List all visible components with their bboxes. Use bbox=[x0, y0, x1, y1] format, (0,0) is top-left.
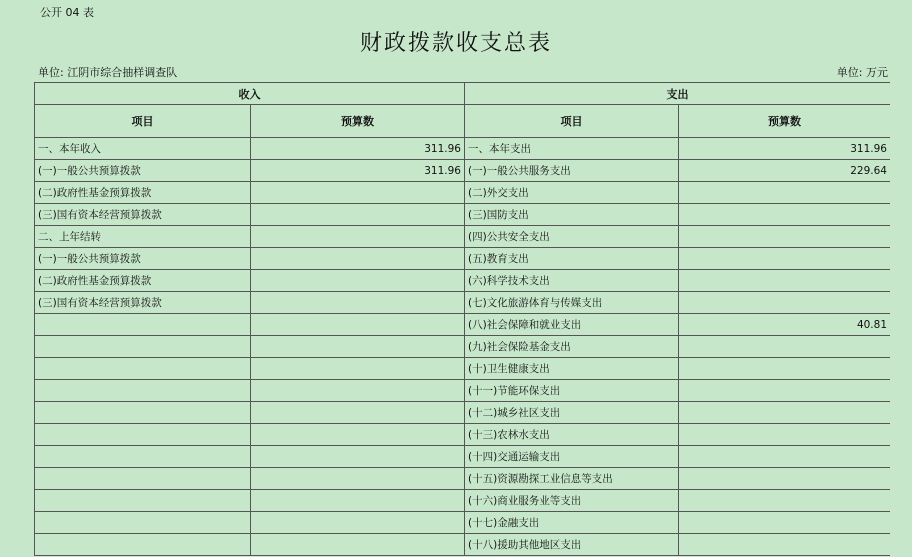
income-item-cell: (二)政府性基金预算拨款 bbox=[35, 182, 251, 204]
expense-item-cell: (十五)资源勘探工业信息等支出 bbox=[465, 468, 679, 490]
expense-value-cell bbox=[679, 336, 891, 358]
expense-value-cell: 229.64 bbox=[679, 160, 891, 182]
income-item-cell bbox=[35, 424, 251, 446]
income-value-cell bbox=[251, 380, 465, 402]
table-row bbox=[35, 380, 891, 402]
income-value-cell bbox=[251, 534, 465, 556]
table-row bbox=[35, 446, 891, 468]
expense-item-cell: (二)外交支出 bbox=[465, 182, 679, 204]
expense-value-cell bbox=[679, 534, 891, 556]
budget-table-container bbox=[34, 82, 890, 557]
table-row bbox=[35, 160, 891, 182]
income-header: 收入 bbox=[35, 83, 465, 105]
expense-value-cell bbox=[679, 490, 891, 512]
expense-item-cell: (六)科学技术支出 bbox=[465, 270, 679, 292]
income-item-cell bbox=[35, 490, 251, 512]
income-value-cell bbox=[251, 336, 465, 358]
income-value-cell: 311.96 bbox=[251, 138, 465, 160]
income-item-cell: (三)国有资本经营预算拨款 bbox=[35, 204, 251, 226]
expense-value-cell bbox=[679, 226, 891, 248]
expense-item-cell: (十)卫生健康支出 bbox=[465, 358, 679, 380]
income-item-cell: (一)一般公共预算拨款 bbox=[35, 160, 251, 182]
expense-value-cell bbox=[679, 468, 891, 490]
income-item-cell: 一、本年收入 bbox=[35, 138, 251, 160]
expense-value-cell bbox=[679, 380, 891, 402]
table-row bbox=[35, 490, 891, 512]
expense-item-cell: (四)公共安全支出 bbox=[465, 226, 679, 248]
unit-currency: 单位: 万元 bbox=[836, 66, 888, 79]
income-item-cell: (一)一般公共预算拨款 bbox=[35, 248, 251, 270]
income-value-cell bbox=[251, 204, 465, 226]
expense-item-cell: (十四)交通运输支出 bbox=[465, 446, 679, 468]
income-item-cell bbox=[35, 446, 251, 468]
income-value-cell bbox=[251, 270, 465, 292]
table-row bbox=[35, 138, 891, 160]
budget-table bbox=[34, 82, 890, 556]
expense-header: 支出 bbox=[465, 83, 891, 105]
expense-value-cell bbox=[679, 270, 891, 292]
income-value-cell bbox=[251, 490, 465, 512]
income-item-cell bbox=[35, 534, 251, 556]
page-title: 财政拨款收支总表 bbox=[359, 31, 552, 56]
expense-item-cell: (十一)节能环保支出 bbox=[465, 380, 679, 402]
table-row bbox=[35, 512, 891, 534]
income-value-cell bbox=[251, 446, 465, 468]
income-value-cell bbox=[251, 314, 465, 336]
expense-item-cell: (十七)金融支出 bbox=[465, 512, 679, 534]
expense-value-cell bbox=[679, 292, 891, 314]
income-item-cell bbox=[35, 380, 251, 402]
income-item-cell bbox=[35, 468, 251, 490]
expense-value-cell: 311.96 bbox=[679, 138, 891, 160]
table-row bbox=[35, 204, 891, 226]
unit-organization: 单位: 江阴市综合抽样调查队 bbox=[38, 66, 178, 79]
expense-item-cell: (三)国防支出 bbox=[465, 204, 679, 226]
table-row bbox=[35, 402, 891, 424]
income-item-cell: (三)国有资本经营预算拨款 bbox=[35, 292, 251, 314]
income-item-cell bbox=[35, 336, 251, 358]
table-row bbox=[35, 248, 891, 270]
expense-value-cell bbox=[679, 248, 891, 270]
income-value-cell bbox=[251, 248, 465, 270]
expense-budget-header: 预算数 bbox=[679, 105, 891, 138]
income-value-cell bbox=[251, 292, 465, 314]
table-row bbox=[35, 358, 891, 380]
table-row bbox=[35, 292, 891, 314]
expense-value-cell bbox=[679, 446, 891, 468]
income-value-cell bbox=[251, 468, 465, 490]
table-row bbox=[35, 182, 891, 204]
income-value-cell bbox=[251, 358, 465, 380]
expense-value-cell bbox=[679, 358, 891, 380]
income-item-cell bbox=[35, 512, 251, 534]
expense-item-cell: (五)教育支出 bbox=[465, 248, 679, 270]
income-value-cell bbox=[251, 402, 465, 424]
expense-value-cell bbox=[679, 424, 891, 446]
table-row bbox=[35, 534, 891, 556]
expense-value-cell: 40.81 bbox=[679, 314, 891, 336]
table-body bbox=[35, 138, 891, 556]
table-row bbox=[35, 314, 891, 336]
expense-value-cell bbox=[679, 182, 891, 204]
table-row bbox=[35, 336, 891, 358]
expense-value-cell bbox=[679, 512, 891, 534]
expense-item-cell: (八)社会保障和就业支出 bbox=[465, 314, 679, 336]
table-row bbox=[35, 468, 891, 490]
income-value-cell bbox=[251, 182, 465, 204]
income-item-cell: 二、上年结转 bbox=[35, 226, 251, 248]
income-item-cell bbox=[35, 402, 251, 424]
expense-item-cell: (九)社会保险基金支出 bbox=[465, 336, 679, 358]
income-value-cell: 311.96 bbox=[251, 160, 465, 182]
table-row bbox=[35, 226, 891, 248]
expense-item-cell: 一、本年支出 bbox=[465, 138, 679, 160]
income-item-cell bbox=[35, 358, 251, 380]
table-row bbox=[35, 424, 891, 446]
expense-item-cell: (十六)商业服务业等支出 bbox=[465, 490, 679, 512]
expense-item-cell: (七)文化旅游体育与传媒支出 bbox=[465, 292, 679, 314]
income-item-cell: (二)政府性基金预算拨款 bbox=[35, 270, 251, 292]
income-value-cell bbox=[251, 226, 465, 248]
table-row bbox=[35, 270, 891, 292]
expense-item-cell: (一)一般公共服务支出 bbox=[465, 160, 679, 182]
expense-item-cell: (十八)援助其他地区支出 bbox=[465, 534, 679, 556]
income-value-cell bbox=[251, 424, 465, 446]
income-value-cell bbox=[251, 512, 465, 534]
expense-value-cell bbox=[679, 402, 891, 424]
expense-value-cell bbox=[679, 204, 891, 226]
income-item-cell bbox=[35, 314, 251, 336]
expense-item-header: 项目 bbox=[465, 105, 679, 138]
form-number: 公开 04 表 bbox=[40, 6, 94, 19]
expense-item-cell: (十三)农林水支出 bbox=[465, 424, 679, 446]
expense-item-cell: (十二)城乡社区支出 bbox=[465, 402, 679, 424]
income-budget-header: 预算数 bbox=[251, 105, 465, 138]
income-item-header: 项目 bbox=[35, 105, 251, 138]
